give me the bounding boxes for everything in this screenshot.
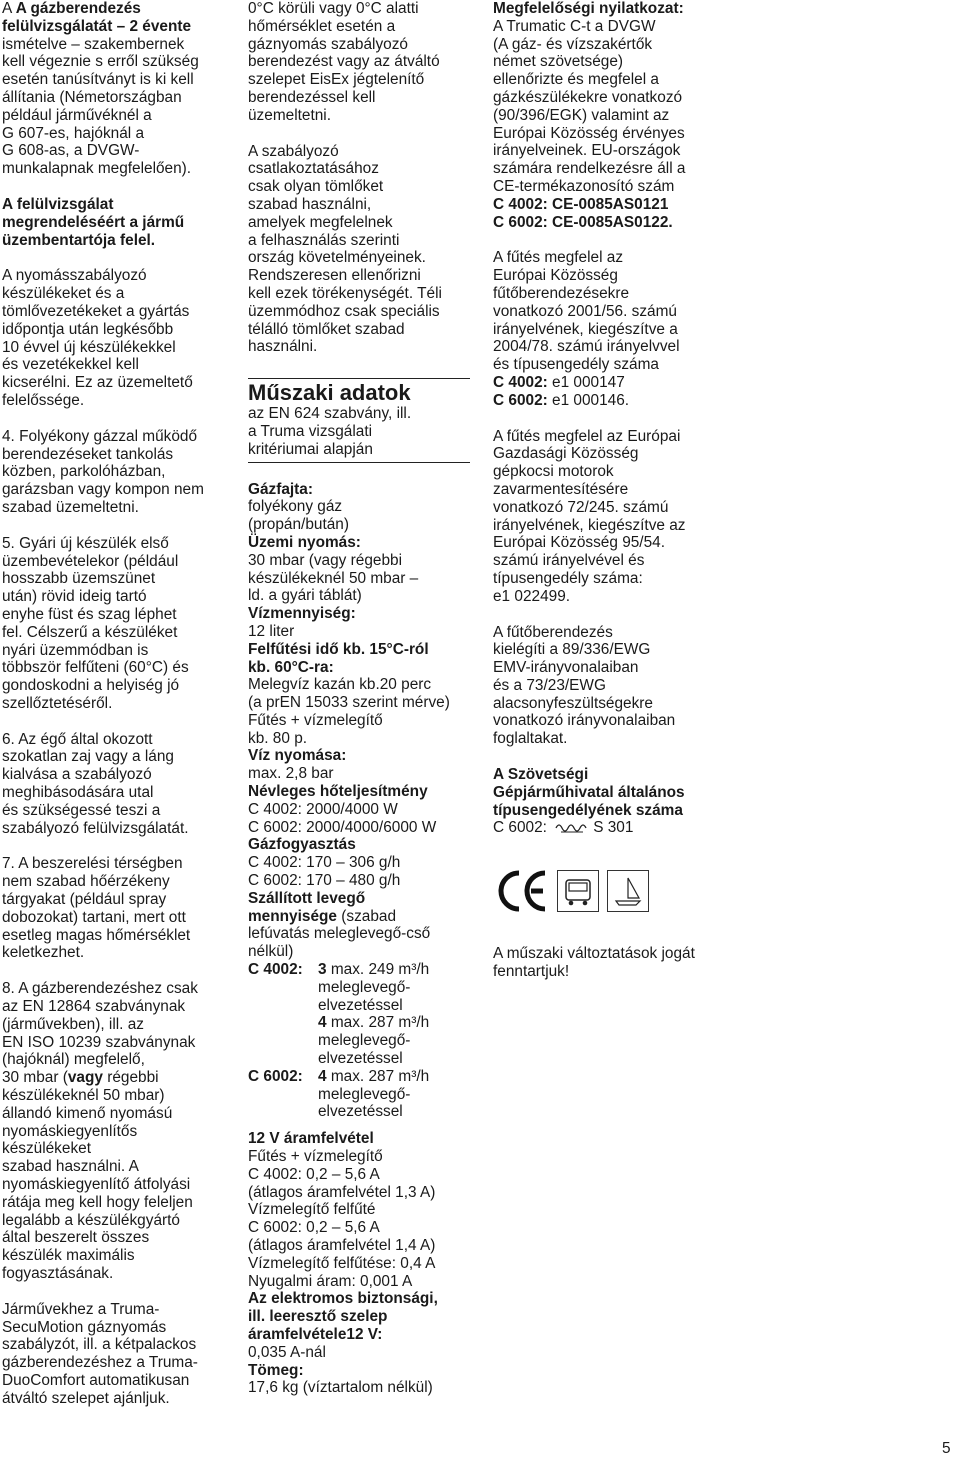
text-line: enyhe füst és szag léphet — [2, 605, 177, 623]
text-line: ellenőrizte és megfelel a — [493, 71, 659, 89]
text-line: A A gázberendezés — [2, 0, 141, 17]
text-line: készülékeket — [2, 1140, 91, 1158]
text-line: CE-termékazonosító szám — [493, 177, 675, 195]
text-line: 4 max. 287 m³/h — [318, 1014, 430, 1032]
text-line: C 6002: 2000/4000/6000 W — [248, 818, 437, 836]
text-line: folyékony gáz — [248, 498, 343, 516]
text-line: meghibásodására utal — [2, 784, 154, 802]
inline-bold: vagy — [67, 1069, 103, 1087]
paragraph-emc — [493, 428, 718, 606]
text-line: Felfűtési idő kb. 15°C-ról — [248, 640, 429, 658]
spec-value — [248, 676, 470, 747]
text-line: rátája meg kell hogy feleljen — [2, 1193, 193, 1211]
text-line: télálló tömlőket szabad — [248, 320, 405, 338]
text-line: Melegvíz kazán kb.20 perc — [248, 676, 432, 694]
paragraph-7 — [2, 855, 224, 962]
text-line: A Trumatic C-t a DVGW — [493, 17, 656, 35]
text-line: csatlakoztatásához — [248, 160, 379, 178]
spec-label: Gázfajta: — [248, 480, 313, 498]
text-line: és vezetékekkel kell — [2, 356, 139, 374]
wave-symbol-icon — [555, 821, 589, 835]
text-line: közben, parkolóházban, — [2, 463, 166, 481]
approval-number — [493, 819, 718, 837]
text-line: C 4002: CE-0085AS0121 — [493, 195, 669, 213]
text-line: üzemeltetni. — [248, 106, 331, 124]
text-line: alacsonyfeszültségekre — [493, 694, 653, 712]
text-line: A Szövetségi — [493, 766, 589, 784]
paragraph-6 — [2, 731, 224, 838]
column-2 — [248, 0, 470, 1397]
text-line: Vízmelegítő felfűtése: 0,4 A — [248, 1254, 436, 1272]
paragraph-5 — [2, 535, 224, 713]
text-line: szabályzót, ill. a kétpalackos — [2, 1336, 197, 1354]
text-line: szokatlan zaj vagy a láng — [2, 748, 174, 766]
text-line: kicserélni. Ez az üzemeltető — [2, 374, 193, 392]
spec-label: Névleges hőteljesítmény — [248, 783, 428, 801]
spec-value — [248, 801, 470, 837]
text-line: felelőssége. — [2, 391, 85, 409]
text-line: 30 mbar (vagy régebbi — [248, 551, 402, 569]
text-line: (propán/bután) — [248, 516, 349, 534]
spec-label — [248, 641, 470, 677]
model-values — [318, 961, 470, 1068]
inline-bold: A gázberendezés — [15, 0, 141, 17]
spec-label: Üzemi nyomás: — [248, 533, 361, 551]
text-line: szellőztetéséről. — [2, 694, 113, 712]
paragraph-4 — [2, 428, 224, 517]
text-lines — [493, 249, 718, 374]
text-line: ld. a gyári táblát) — [248, 587, 362, 605]
text-line: (hajóknál) megfelelő, — [2, 1051, 145, 1069]
text-line: C 6002: 0,2 – 5,6 A — [248, 1219, 380, 1237]
text-line: elvezetéssel — [318, 996, 403, 1014]
text-line: lefúvatás meleglevegő-cső — [248, 925, 431, 943]
model-label: C 6002: — [248, 1067, 303, 1085]
text-line: Európai Közösség 95/54. — [493, 534, 665, 552]
text-line: nyomáskiegyenlítő átfolyási — [2, 1176, 191, 1194]
text-line: legalább a készülékgyártó — [2, 1211, 180, 1229]
text-line: megrendeléséért a jármű — [2, 213, 185, 231]
text-line: A szabályozó — [248, 142, 339, 160]
text-line: német szövetsége) — [493, 53, 624, 71]
text-fragment: e1 000146. — [547, 391, 630, 409]
inline-bold: 3 — [318, 961, 327, 979]
text-line: ill. leeresztő szelep — [248, 1308, 388, 1326]
text-line: (járművekben), ill. az — [2, 1015, 144, 1033]
text-line: C 4002: 0,2 – 5,6 A — [248, 1165, 380, 1183]
text-line: készülékeknél 50 mbar – — [248, 569, 419, 587]
text-line: 7. A beszerelési térségben — [2, 855, 183, 873]
text-line: után) rövid ideig tartó — [2, 588, 147, 606]
text-lines — [2, 36, 224, 178]
spec-value — [248, 1148, 470, 1290]
text-line: szabad üzemeltetni. — [2, 498, 139, 516]
text-line — [493, 392, 718, 410]
text-line: C 4002: 170 – 306 g/h — [248, 854, 401, 872]
spec-value: 12 liter — [248, 622, 295, 640]
text-line: ismételve – szakembernek — [2, 35, 185, 53]
text-line: 6. Az égő által okozott — [2, 730, 153, 748]
paragraph-inspection — [2, 0, 224, 178]
spec-value — [248, 854, 470, 890]
text-line: e1 022499. — [493, 587, 571, 605]
paragraph-hoses — [248, 143, 470, 357]
text-line: állandó kimenő nyomású — [2, 1104, 173, 1122]
approval-heading — [493, 766, 718, 819]
text-lines — [2, 1087, 224, 1283]
spec-label: Tömeg: — [248, 1361, 304, 1379]
header-subtitle — [248, 405, 470, 458]
text-line: 8. A gázberendezéshez csak — [2, 980, 198, 998]
paragraph-conformity — [493, 0, 718, 231]
text-line: Rendszeresen ellenőrizni — [248, 267, 421, 285]
text-lines — [493, 18, 718, 196]
certification-logos — [493, 855, 718, 927]
spec-list — [248, 481, 470, 1398]
text-line: használni. — [248, 338, 318, 356]
model-label: C 4002: — [248, 961, 303, 979]
section-title: Műszaki adatok — [248, 380, 411, 406]
text-line: A fűtés megfelel az — [493, 249, 624, 267]
text-line: A felülvizsgálat — [2, 195, 114, 213]
text-line: munkalapnak megfelelően). — [2, 160, 192, 178]
text-line: 5. Gyári új készülék első — [2, 534, 169, 552]
text-line: (átlagos áramfelvétel 1,4 A) — [248, 1237, 436, 1254]
text-line: 2004/78. számú irányelvvel — [493, 338, 680, 356]
inline-bold: 4 — [318, 1014, 327, 1032]
text-line: meleglevegő- — [318, 1085, 411, 1103]
text-line: Járművekhez a Truma- — [2, 1300, 160, 1318]
text-line: Fűtés + vízmelegítő — [248, 1148, 383, 1166]
text-line: keletkezhet. — [2, 944, 85, 962]
text-line: Nyugalmi áram: 0,001 A — [248, 1272, 413, 1290]
paragraph-heating-directive — [493, 249, 718, 409]
ce-mark-icon — [493, 863, 549, 919]
spec-value: max. 2,8 bar — [248, 765, 334, 783]
spec-value — [248, 925, 470, 961]
paragraph-regulators — [2, 267, 224, 409]
text-line: és szükségessé teszi a — [2, 801, 161, 819]
text-line: irányelveinek. EU-országok — [493, 142, 681, 160]
text-line: dobozokat) tartani, mert ott — [2, 908, 186, 926]
text-line: nyári üzemmódban is — [2, 641, 149, 659]
spec-label — [248, 908, 470, 926]
text-line: nélkül) — [248, 943, 294, 961]
text-line: készülékeket és a — [2, 285, 125, 303]
text-line: és a 73/23/EWG — [493, 676, 606, 694]
text-line: gépkocsi motorok — [493, 463, 614, 481]
text-line: berendezéseket tankolás — [2, 445, 174, 463]
text-line: 10 évvel új készülékekkel — [2, 338, 176, 356]
air-option-4 — [318, 1014, 470, 1067]
text-line: számú irányelvével és — [493, 552, 645, 570]
section-label: Megfelelőségi nyilatkozat: — [493, 0, 684, 17]
text-line: (átlagos áramfelvétel 1,3 A) — [248, 1183, 436, 1201]
text-line: C 6002: CE-0085AS0122. — [493, 213, 673, 231]
text-line: Az elektromos biztonsági, — [248, 1290, 438, 1308]
air-row-c6002 — [248, 1068, 470, 1121]
text-fragment: régebbi — [102, 1069, 159, 1087]
text-line: kritériumai alapján — [248, 440, 373, 458]
text-line: vonatkozó 2001/56. számú — [493, 302, 677, 320]
spec-value — [248, 552, 470, 605]
paragraph-reservation — [493, 945, 718, 981]
text-fragment: C 6002: — [493, 819, 547, 837]
text-line: hőmérséklet esetén a — [248, 17, 396, 35]
text-line: tömlővezetékeket a gyártás — [2, 302, 190, 320]
text-line: a Truma vizsgálati — [248, 422, 373, 440]
paragraph-9 — [2, 1301, 224, 1408]
text-line: A nyomásszabályozó — [2, 267, 147, 285]
spec-label: Gázfogyasztás — [248, 836, 356, 854]
text-line: típusengedély száma: — [493, 569, 643, 587]
text-fragment: S 301 — [593, 819, 634, 837]
text-line: csak olyan tömlőket — [248, 178, 384, 196]
text-line: szabad használni. A — [2, 1158, 139, 1176]
air-row-c4002 — [248, 961, 470, 1068]
text-line: kell ezek törékenységét. Téli — [248, 284, 442, 302]
text-line: berendezést vagy az átváltó — [248, 53, 440, 71]
text-line: SecuMotion gáznyomás — [2, 1318, 167, 1336]
paragraph-emv — [493, 624, 718, 749]
text-line: kb. 80 p. — [248, 729, 308, 747]
text-line: üzembentartója felel. — [2, 231, 156, 249]
technical-data-header — [248, 378, 470, 462]
text-line: hosszabb üzemszünet — [2, 570, 156, 588]
text-line: gázkészülékekre vonatkozó — [493, 88, 683, 106]
text-line: nem szabad hőérzékeny — [2, 873, 170, 891]
text-fragment: (szabad — [336, 907, 396, 925]
text-line: 0°C körüli vagy 0°C alatti — [248, 0, 419, 17]
air-option-3 — [318, 961, 470, 1014]
text-line: kielégíti a 89/336/EWG — [493, 641, 651, 659]
text-line — [493, 374, 718, 392]
paragraph-responsibility — [2, 196, 224, 249]
text-line: például járművéknél a — [2, 106, 152, 124]
paragraph-eisex — [248, 0, 470, 125]
text-line: Gépjárműhivatal általános — [493, 783, 685, 801]
text-line: és típusengedély száma — [493, 356, 659, 374]
text-line: a felhasználás szerinti — [248, 231, 400, 249]
text-line: Gazdasági Közösség — [493, 445, 639, 463]
text-fragment: 30 mbar ( — [2, 1069, 68, 1087]
text-line: C 4002: 2000/4000 W — [248, 800, 398, 818]
text-line: fel. Célszerű a készüléket — [2, 623, 178, 641]
text-line: irányelvének, kiegészítve az — [493, 516, 686, 534]
text-line: esetleg magas hőmérséklet — [2, 926, 191, 944]
text-line: fogyasztásának. — [2, 1265, 114, 1282]
text-line: az EN 624 szabvány, ill. — [248, 405, 412, 423]
text-line: meleglevegő- — [318, 1032, 411, 1050]
inline-bold: C 4002: — [493, 373, 548, 391]
text-line: fűtőberendezésekre — [493, 284, 630, 302]
text-line: vonatkozó 72/245. számú — [493, 498, 669, 516]
text-line: amelyek megfelelnek — [248, 213, 393, 231]
text-line: A fűtőberendezés — [493, 623, 613, 641]
text-line: garázsban vagy kompon nem — [2, 481, 204, 499]
inline-bold: 4 — [318, 1067, 327, 1085]
text-line: foglaltakat. — [493, 730, 568, 748]
text-line: számára rendelkezésre áll a — [493, 160, 686, 178]
spec-label — [248, 1290, 470, 1343]
text-line: gáznyomás szabályozó — [248, 35, 408, 53]
text-line: áramfelvétele12 V: — [248, 1325, 383, 1343]
text-line: A fűtés megfelel az Európai — [493, 427, 681, 445]
spec-value: 0,035 A-nál — [248, 1343, 326, 1361]
paragraph-approval — [493, 766, 718, 837]
text-line: irányelvének, kiegészítve a — [493, 320, 678, 338]
text-line: szabályozó felülvizsgálatát. — [2, 819, 189, 837]
text-line: zavarmentesítésére — [493, 480, 629, 498]
inline-bold: mennyisége — [248, 907, 337, 925]
text-line: állítania (Németországban — [2, 88, 182, 106]
spec-label: Szállított levegő — [248, 889, 366, 907]
text-line: EN ISO 10239 szabványnak — [2, 1033, 196, 1051]
text-line: (A gáz- és vízszakértők — [493, 35, 653, 53]
text-line: az EN 12864 szabványnak — [2, 998, 186, 1016]
text-line: szelepet EisEx jégtelenítő — [248, 71, 425, 89]
text-line: Európai Közösség — [493, 267, 618, 285]
spec-label: 12 V áramfelvétel — [248, 1130, 374, 1148]
text-line: G 608-as, a DVGW- — [2, 142, 140, 160]
text-line: által beszerelt összes — [2, 1229, 150, 1247]
spec-label: Vízmennyiség: — [248, 605, 356, 623]
text-line: készülékeknél 50 mbar) — [2, 1087, 165, 1105]
text-line: készülék maximális — [2, 1247, 135, 1265]
text-line: G 607-es, hajóknál a — [2, 124, 145, 142]
text-line: nyomáskiegyenlítős — [2, 1122, 138, 1140]
text-line: ország követelményeinek. — [248, 249, 426, 267]
spec-label: Víz nyomása: — [248, 747, 347, 765]
text-line: 4 max. 287 m³/h — [318, 1067, 430, 1085]
spec-value: 17,6 kg (víztartalom nélkül) — [248, 1379, 433, 1397]
text-line: DuoComfort automatikusan — [2, 1371, 190, 1389]
text-line: (a prEN 15033 szerint mérve) — [248, 694, 450, 712]
text-line — [2, 1069, 224, 1087]
text-line: tárgyakat (például spray — [2, 891, 167, 909]
text-line: Fűtés + vízmelegítő — [248, 711, 383, 729]
model-values — [318, 1068, 470, 1121]
text-line: időpontja után legkésőbb — [2, 320, 174, 338]
spec-value — [248, 498, 470, 534]
text-line: fenntartjuk! — [493, 963, 570, 981]
text-line: elvezetéssel — [318, 1103, 403, 1121]
text-line: típusengedélyének száma — [493, 801, 683, 819]
column-1 — [2, 0, 224, 1408]
text-line: vonatkozó irányvonalaiban — [493, 712, 676, 730]
text-line: üzemmódhoz csak speciális — [248, 302, 440, 320]
vehicle-icon — [557, 870, 599, 912]
text-line: A műszaki változtatások jogát — [493, 945, 695, 963]
text-line: felülvizsgálatát – 2 évente — [2, 17, 192, 35]
boat-icon — [607, 870, 649, 912]
column-3 — [493, 0, 718, 981]
text-line: kell végeznie s erről szükség — [2, 53, 199, 71]
text-line: átváltó szelepet ajánljuk. — [2, 1389, 170, 1407]
text-line: többször felfűteni (60°C) és — [2, 659, 189, 677]
text-line: üzembevételekor (például — [2, 552, 179, 570]
text-fragment: e1 000147 — [547, 373, 625, 391]
text-line: Vízmelegítő felfűté — [248, 1201, 376, 1219]
text-line: kialvása a szabályozó — [2, 766, 152, 784]
text-line: (90/396/EGK) valamint az — [493, 106, 670, 124]
text-line: gondoskodni a helyiség jó — [2, 677, 180, 695]
paragraph-8 — [2, 980, 224, 1283]
text-line: elvezetéssel — [318, 1050, 403, 1068]
text-line: esetén tanúsítványt is ki kell — [2, 71, 194, 89]
text-line: Európai Közösség érvényes — [493, 124, 685, 142]
text-line: szabad használni, — [248, 195, 372, 213]
inline-bold: C 6002: — [493, 391, 548, 409]
text-line: 3 max. 249 m³/h — [318, 961, 430, 979]
ce-numbers — [493, 196, 718, 232]
text-line: berendezéssel kell — [248, 88, 376, 106]
page-number: 5 — [942, 1440, 951, 1457]
text-line: C 6002: 170 – 480 g/h — [248, 872, 401, 890]
text-line: 4. Folyékony gázzal működő — [2, 427, 198, 445]
text-line: EMV-irányvonalaiban — [493, 659, 639, 677]
text-line: meleglevegő- — [318, 978, 411, 996]
text-line: gázberendezéshez a Truma- — [2, 1354, 198, 1372]
text-line: kb. 60°C-ra: — [248, 658, 334, 676]
